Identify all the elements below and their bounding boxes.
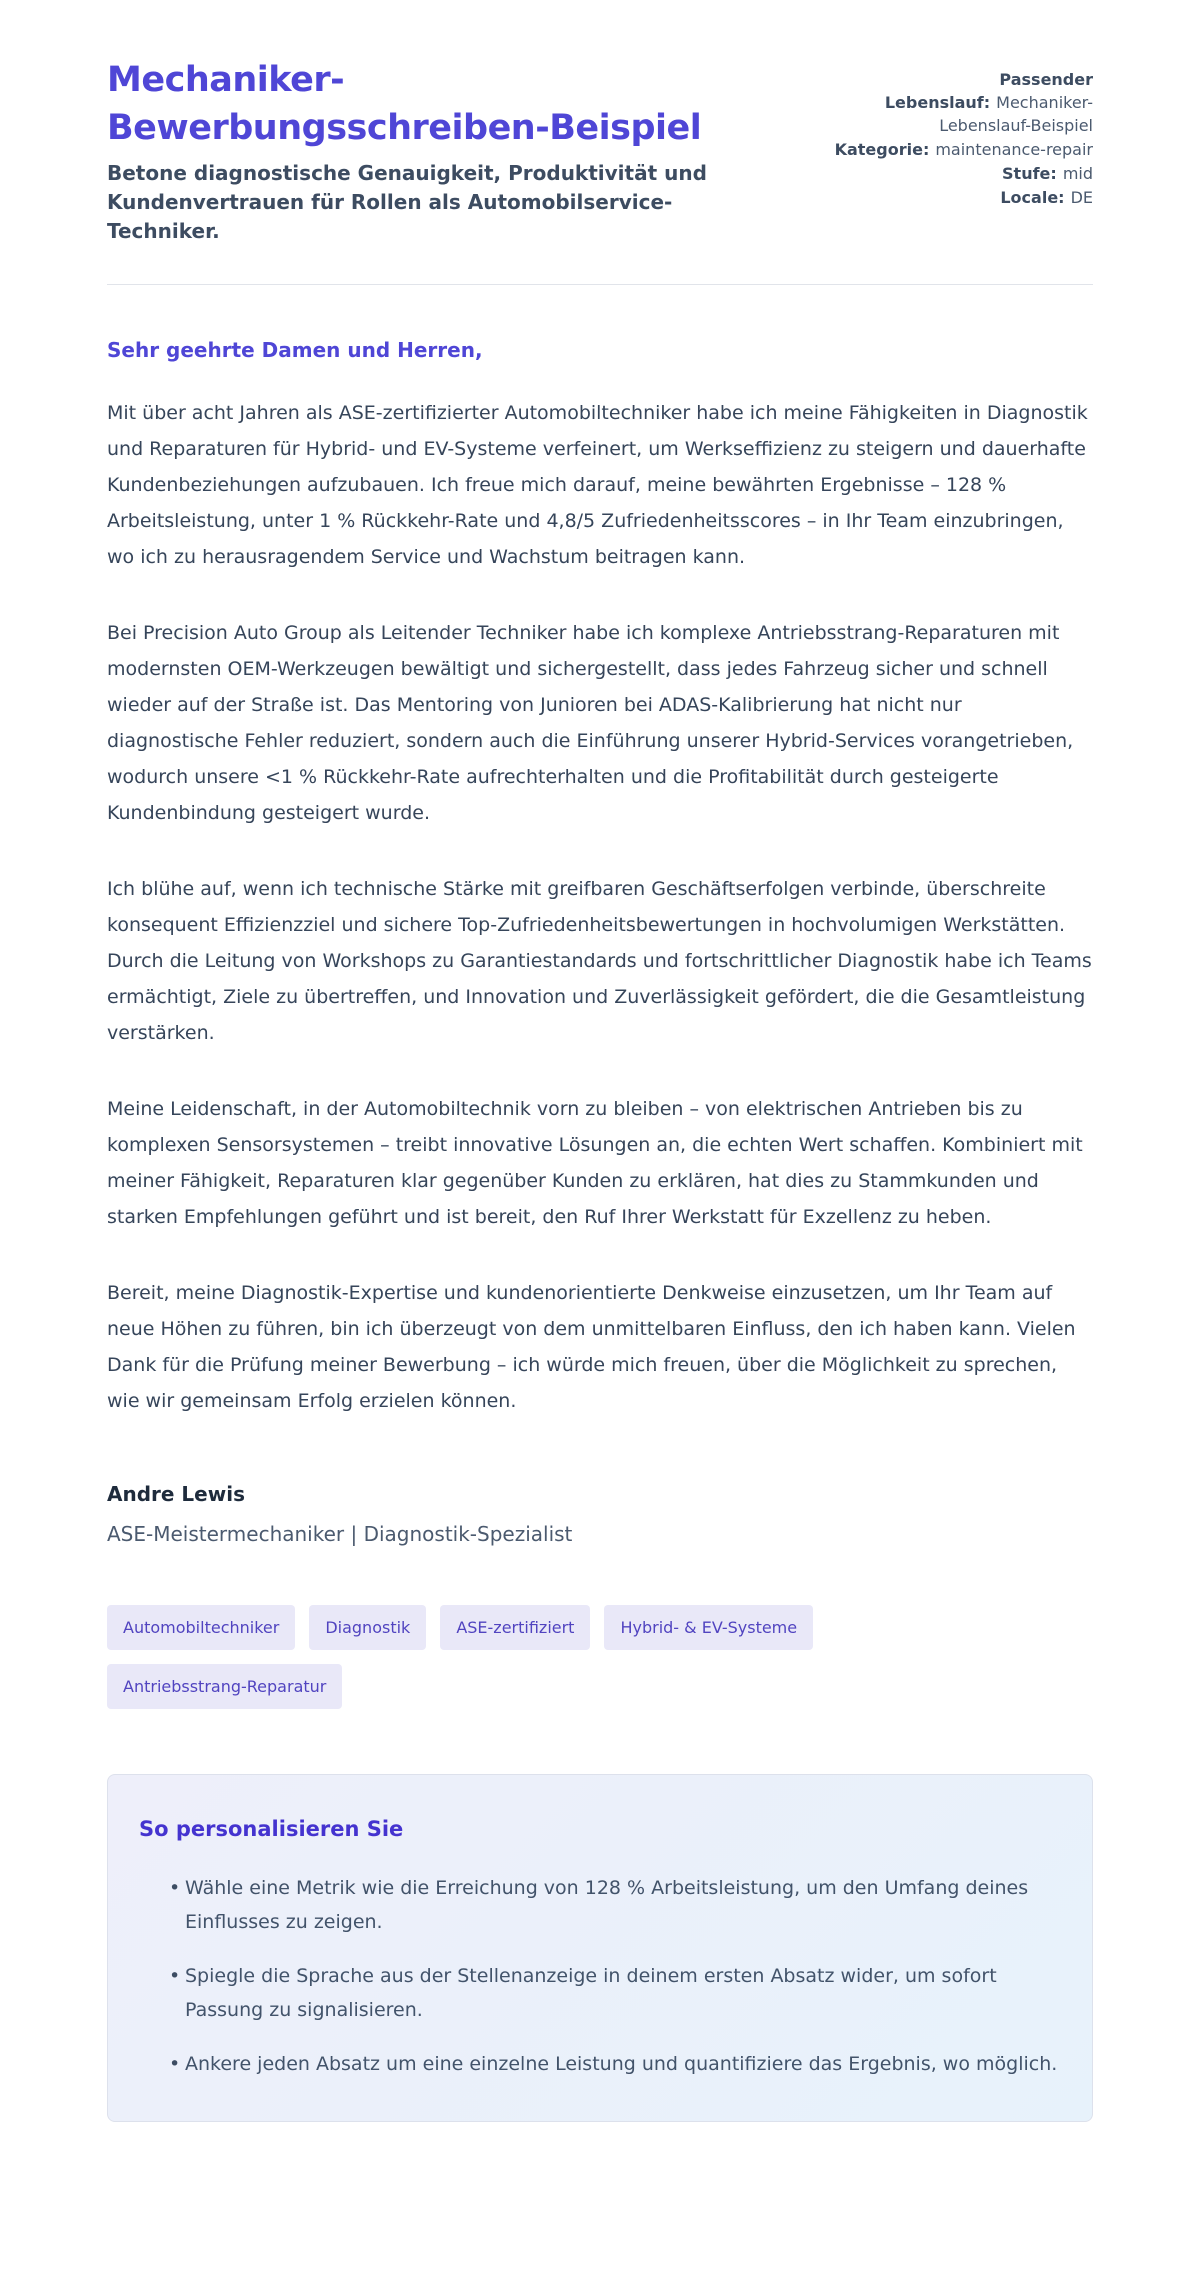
meta-panel xyxy=(813,68,1093,210)
hint-box xyxy=(107,1774,1093,2122)
header xyxy=(107,56,1093,246)
tag-hybrid-ev-systeme: Hybrid- & EV-Systeme xyxy=(604,1605,813,1650)
header-left xyxy=(107,56,767,246)
content-column xyxy=(107,0,1093,2122)
tag-antriebsstrang-reparatur: Antriebsstrang-Reparatur xyxy=(107,1664,342,1709)
meta-item-matching-resume xyxy=(813,68,1093,137)
divider xyxy=(107,284,1093,285)
tag-list xyxy=(107,1605,1047,1709)
meta-label: Locale: xyxy=(1000,188,1065,207)
tag-diagnostik: Diagnostik xyxy=(309,1605,426,1650)
bullet-icon: • xyxy=(169,1877,181,1899)
meta-value: DE xyxy=(1070,188,1093,207)
greeting: Sehr geehrte Damen und Herren, xyxy=(107,338,483,362)
meta-value: maintenance-repair xyxy=(935,140,1093,159)
meta-label: Passender Lebenslauf: xyxy=(884,70,1093,112)
hint-item xyxy=(139,2047,1058,2081)
hint-item xyxy=(139,1871,1058,1939)
signature-name: Andre Lewis xyxy=(107,1482,245,1506)
paragraph-4: Meine Leidenschaft, in der Automobiltechnik vorn zu bleiben – von elektrischen Antrieben bis zu komplexen Sensorsystemen – treibt innovative Lösungen an, die echten Wert schaffen. Kombiniert mit meiner Fähigkeit, Reparaturen klar gegenüber Kunden zu erklären, hat dies zu Stammkunden und starken Empfehlungen geführt und ist bereit, den Ruf Ihrer Werkstatt für Exzellenz zu heben. xyxy=(107,1098,1083,1228)
page-subtitle: Betone diagnostische Genauigkeit, Produktivität und Kundenvertrauen für Rollen als Automobilservice-Techniker. xyxy=(107,161,707,243)
tag-ase-zertifiziert: ASE-zertifiziert xyxy=(440,1605,590,1650)
meta-value: mid xyxy=(1062,164,1093,183)
meta-item-locale xyxy=(813,186,1093,209)
meta-label: Kategorie: xyxy=(834,140,930,159)
hint-title: So personalisieren Sie xyxy=(139,1817,404,1841)
paragraph-2: Bei Precision Auto Group als Leitender Techniker habe ich komplexe Antriebsstrang-Reparaturen mit modernsten OEM-Werkzeugen bewältigt und sichergestellt, dass jedes Fahrzeug sicher und schnell wieder auf der Straße ist. Das Mentoring von Junioren bei ADAS-Kalibrierung hat nicht nur diagnostische Fehler reduziert, sondern auch die Einführung unserer Hybrid-Services vorangetrieben, wodurch unsere <1 % Rückkehr-Rate aufrechterhalten und die Profitabilität durch gesteigerte Kundenbindung gesteigert wurde. xyxy=(107,622,1074,824)
page-title: Mechaniker-Bewerbungsschreiben-Beispiel xyxy=(107,60,702,148)
hint-item-text: Ankere jeden Absatz um eine einzelne Leistung und quantifiziere das Ergebnis, wo möglich. xyxy=(185,2053,1058,2075)
meta-label: Stufe: xyxy=(1002,164,1057,183)
paragraph-1: Mit über acht Jahren als ASE-zertifizierter Automobiltechniker habe ich meine Fähigkeiten in Diagnostik und Reparaturen für Hybrid- und EV-Systeme verfeinert, um Werkseffizienz zu steigern und dauerhafte Kundenbeziehungen aufzubauen. Ich freue mich darauf, meine bewährten Ergebnisse – 128 % Arbeitsleistung, unter 1 % Rückkehr-Rate und 4,8/5 Zufriedenheitsscores – in Ihr Team einzubringen, wo ich zu herausragendem Service und Wachstum beitragen kann. xyxy=(107,402,1088,568)
hint-item-text: Wähle eine Metrik wie die Erreichung von 128 % Arbeitsleistung, um den Umfang deines Einflusses zu zeigen. xyxy=(185,1877,1029,1933)
hint-item-text: Spiegle die Sprache aus der Stellenanzeige in deinem ersten Absatz wider, um sofort Passung zu signalisieren. xyxy=(185,1965,997,2021)
signature-role: ASE-Meistermechaniker | Diagnostik-Spezialist xyxy=(107,1522,573,1546)
signature xyxy=(107,1481,1093,1547)
bullet-icon: • xyxy=(169,2053,181,2075)
meta-item-category xyxy=(813,138,1093,161)
meta-item-level xyxy=(813,162,1093,185)
paragraph-3: Ich blühe auf, wenn ich technische Stärke mit greifbaren Geschäftserfolgen verbinde, überschreite konsequent Effizienzziel und sichere Top-Zufriedenheitsbewertungen in hochvolumigen Werkstätten. Durch die Leitung von Workshops zu Garantiestandards und fortschrittlicher Diagnostik habe ich Teams ermächtigt, Ziele zu übertreffen, und Innovation und Zuverlässigkeit gefördert, die die Gesamtleistung verstärken. xyxy=(107,878,1092,1044)
meta-value: Mechaniker-Lebenslauf-Beispiel xyxy=(939,93,1093,135)
bullet-icon: • xyxy=(169,1965,181,1987)
tag-automobiltechniker: Automobiltechniker xyxy=(107,1605,295,1650)
hint-item xyxy=(139,1959,1058,2027)
hint-list xyxy=(139,1871,1058,2081)
paragraph-5: Bereit, meine Diagnostik-Expertise und kundenorientierte Denkweise einzusetzen, um Ihr Team auf neue Höhen zu führen, bin ich überzeugt von dem unmittelbaren Einfluss, den ich haben kann. Vielen Dank für die Prüfung meiner Bewerbung – ich würde mich freuen, über die Möglichkeit zu sprechen, wie wir gemeinsam Erfolg erzielen können. xyxy=(107,1282,1076,1412)
